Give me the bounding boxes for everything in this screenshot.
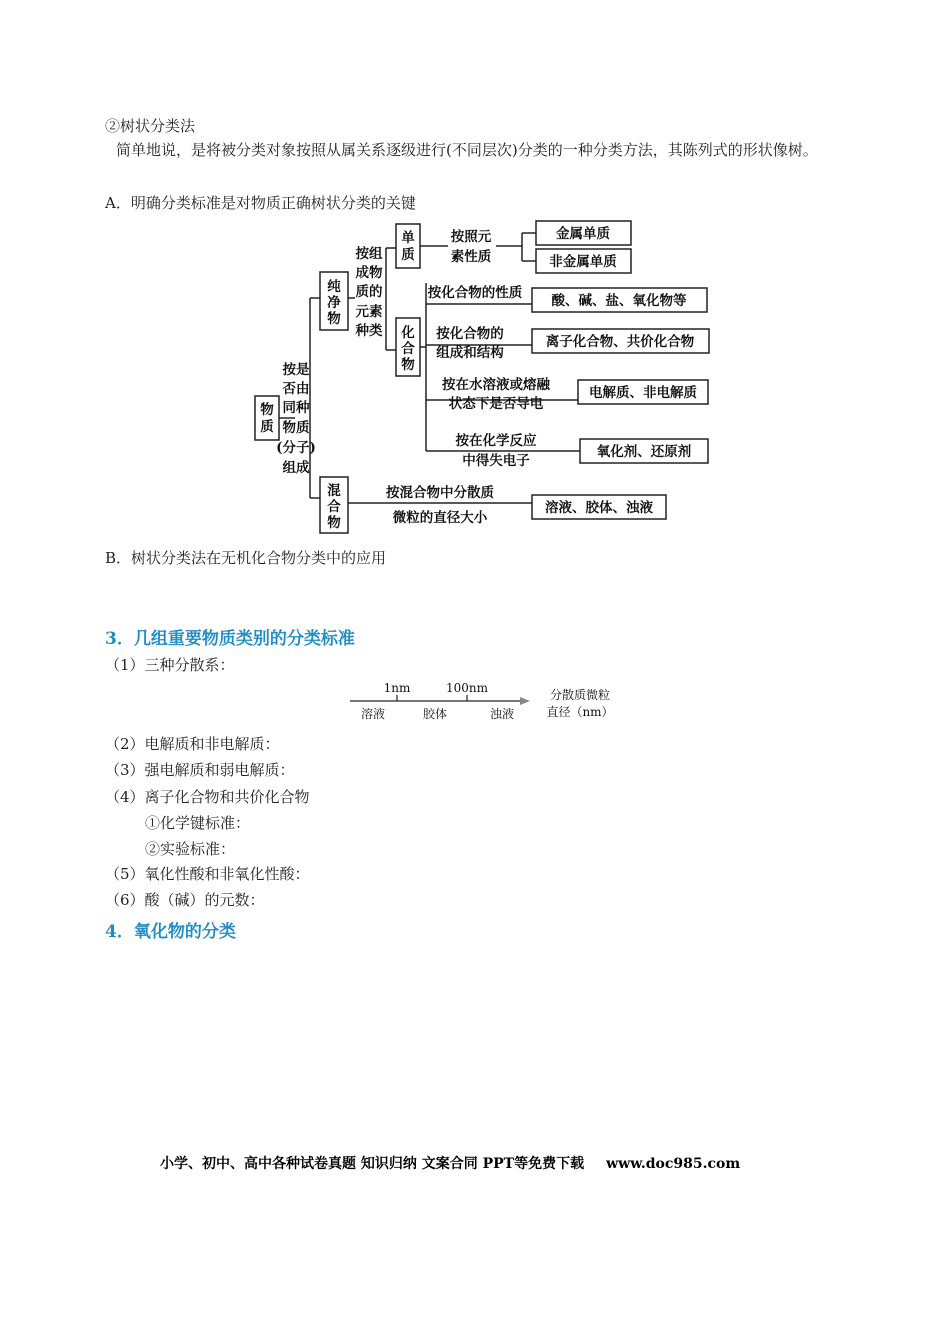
tick-1nm: 1nm — [383, 681, 411, 695]
mix-criterion-2: 微粒的直径大小 — [392, 510, 488, 526]
root-criterion-3: 同种 — [282, 400, 310, 416]
c4-result: 氧化剂、还原剂 — [596, 444, 692, 460]
segment-solution: 溶液 — [360, 707, 386, 721]
tick-100nm: 100nm — [445, 681, 489, 695]
nonmetal-label: 非金属单质 — [549, 254, 617, 270]
pure-label-2: 净 — [327, 295, 341, 311]
pure-criterion-1: 按组 — [355, 246, 383, 262]
footer-url[interactable]: www.doc985.com — [606, 1156, 741, 1172]
item-electrolyte: （2）电解质和非电解质： — [105, 735, 280, 753]
c2-criterion-2: 组成和结构 — [436, 345, 504, 361]
metal-label: 金属单质 — [556, 226, 610, 242]
item-ionic-covalent: （4）离子化合物和共价化合物 — [105, 788, 310, 806]
item-oxidizing-acid: （5）氧化性酸和非氧化性酸： — [105, 865, 310, 883]
segment-colloid: 胶体 — [422, 707, 448, 721]
item-experiment-standard: ②实验标准： — [145, 840, 236, 858]
mixture-label-2: 合 — [327, 499, 341, 515]
c1-criterion: 按化合物的性质 — [427, 285, 523, 301]
segment-suspension: 浊液 — [489, 707, 515, 721]
root-criterion-4: 物质 — [282, 420, 310, 436]
c2-criterion-1: 按化合物的 — [436, 326, 504, 342]
point-a: A．明确分类标准是对物质正确树状分类的关键 — [105, 194, 416, 212]
root-label-1: 物 — [260, 402, 274, 418]
mixture-label-3: 物 — [327, 515, 341, 531]
mix-criterion-1: 按混合物中分散质 — [386, 485, 494, 501]
element-criterion-2: 素性质 — [450, 249, 492, 265]
pure-criterion-5: 种类 — [355, 323, 383, 339]
item-strong-weak-electrolyte: （3）强电解质和弱电解质： — [105, 761, 295, 779]
section4-title: 4．氧化物的分类 — [105, 922, 236, 942]
pure-criterion-4: 元素 — [355, 304, 383, 320]
item-bond-standard: ①化学键标准： — [145, 814, 251, 832]
c3-result: 电解质、非电解质 — [589, 385, 697, 401]
c3-criterion-1: 按在水溶液或熔融 — [442, 377, 550, 393]
item-dispersion: （1）三种分散系： — [105, 656, 235, 674]
element-criterion-1: 按照元 — [450, 229, 492, 245]
compound-label-1: 化 — [401, 325, 415, 341]
compound-label-2: 合 — [401, 341, 415, 357]
dispersion-scale-diagram — [340, 676, 630, 724]
root-criterion-2: 否由 — [282, 381, 310, 397]
item-acid-base-basicity: （6）酸（碱）的元数： — [105, 891, 265, 909]
pure-label-3: 物 — [327, 311, 341, 327]
pure-label-1: 纯 — [327, 279, 341, 295]
mix-result: 溶液、胶体、浊液 — [545, 500, 653, 516]
footer-text: 小学、初中、高中各种试卷真题 知识归纳 文案合同 PPT等免费下载 — [160, 1156, 585, 1172]
pure-criterion-3: 质的 — [355, 284, 383, 300]
classification-tree-diagram — [0, 0, 950, 545]
axis-label-1: 分散质微粒 — [549, 688, 611, 702]
compound-label-3: 物 — [401, 357, 415, 373]
axis-label-2: 直径（nm） — [546, 705, 614, 719]
footer — [160, 1153, 740, 1173]
element-label-2: 质 — [401, 247, 415, 263]
c2-result: 离子化合物、共价化合物 — [545, 334, 695, 350]
root-criterion-6: 组成 — [282, 460, 310, 476]
c4-criterion-1: 按在化学反应 — [455, 433, 537, 449]
c3-criterion-2: 状态下是否导电 — [448, 396, 544, 412]
section3-title: 3．几组重要物质类别的分类标准 — [105, 629, 355, 649]
root-criterion-5: (分子) — [276, 440, 316, 456]
root-label-2: 质 — [260, 419, 274, 435]
tree-method-heading: ②树状分类法 — [105, 117, 196, 135]
pure-criterion-2: 成物 — [355, 265, 383, 281]
element-label-1: 单 — [401, 230, 415, 246]
c1-result: 酸、碱、盐、氧化物等 — [551, 293, 687, 309]
point-b: B．树状分类法在无机化合物分类中的应用 — [105, 549, 387, 567]
tree-method-description: 简单地说，是将被分类对象按照从属关系逐级进行(不同层次)分类的一种分类方法，其陈列式的形状像树。 — [116, 141, 818, 159]
c4-criterion-2: 中得失电子 — [462, 453, 530, 469]
root-criterion-1: 按是 — [282, 362, 310, 378]
mixture-label-1: 混 — [327, 483, 341, 499]
